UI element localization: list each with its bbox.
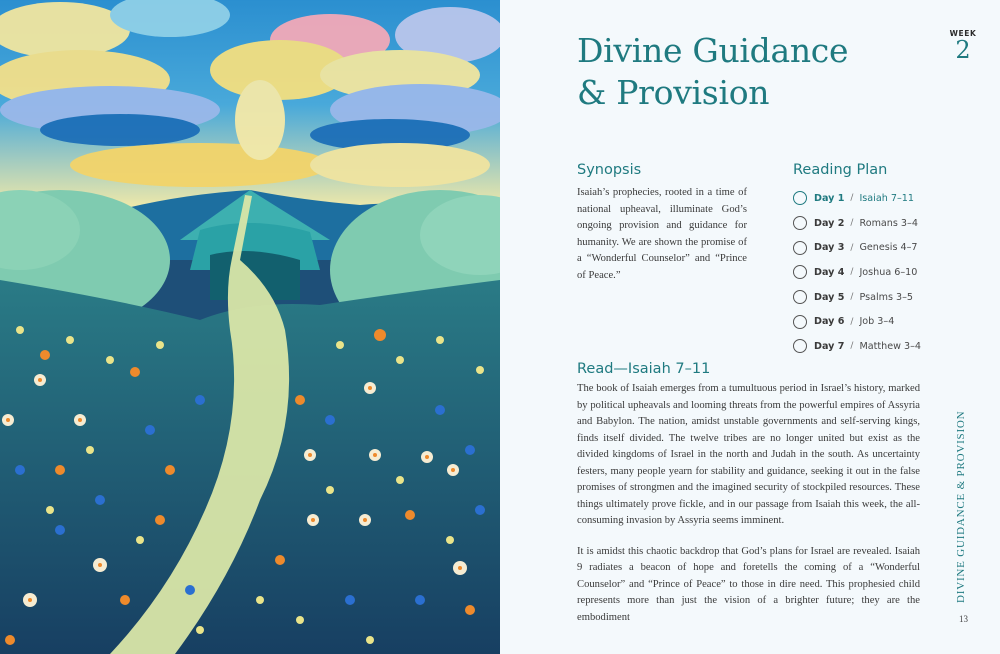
running-head: DIVINE GUIDANCE & PROVISION bbox=[955, 410, 967, 603]
separator: / bbox=[850, 193, 854, 204]
reading-plan-day-6[interactable] bbox=[793, 309, 973, 334]
checkbox-circle-icon[interactable] bbox=[793, 265, 807, 279]
read-section bbox=[577, 361, 920, 626]
reading-plan-day-2[interactable] bbox=[793, 211, 973, 236]
read-paragraph-2: It is amidst this chaotic backdrop that God’s plans for Israel are revealed. Isaiah 9 radiates a beacon of hope and foretells the coming of a “Wonderful Counselor” and “Prince of Peace” to those in dire need. This prophesied child represents more than just the vision of a brighter future; they are the embodiment bbox=[577, 545, 920, 623]
reading-plan-day-7[interactable] bbox=[793, 334, 973, 359]
checkbox-circle-icon[interactable] bbox=[793, 339, 807, 353]
reading-plan-day-3[interactable] bbox=[793, 235, 973, 260]
reading-plan-day-4[interactable] bbox=[793, 260, 973, 285]
reading-plan-heading: Reading Plan bbox=[793, 162, 888, 178]
day-label: Day 7 bbox=[814, 340, 845, 352]
scripture-reference: Isaiah 7–11 bbox=[859, 192, 914, 204]
scripture-reference: Joshua 6–10 bbox=[859, 266, 918, 278]
checkbox-circle-icon[interactable] bbox=[793, 216, 807, 230]
separator: / bbox=[850, 341, 854, 352]
separator: / bbox=[850, 316, 854, 327]
day-label: Day 5 bbox=[814, 291, 845, 303]
synopsis-text: Isaiah’s prophecies, rooted in a time of national upheaval, illuminate God’s ongoing provision and guidance for humanity. We are shown the promise of a “Wonderful Counselor” and “Prince of Peace.” bbox=[577, 187, 747, 281]
title-line-2: & Provision bbox=[577, 73, 770, 112]
reading-plan-day-1[interactable] bbox=[793, 186, 973, 211]
day-label: Day 6 bbox=[814, 316, 845, 328]
scripture-reference: Job 3–4 bbox=[859, 316, 895, 328]
scripture-reference: Psalms 3–5 bbox=[859, 291, 914, 303]
checkbox-circle-icon[interactable] bbox=[793, 290, 807, 304]
scripture-reference: Genesis 4–7 bbox=[859, 242, 918, 254]
day-label: Day 1 bbox=[814, 192, 845, 204]
text-page bbox=[500, 0, 1000, 654]
read-heading: Read—Isaiah 7–11 bbox=[577, 361, 711, 377]
day-label: Day 2 bbox=[814, 217, 845, 229]
reading-plan-section bbox=[793, 162, 973, 359]
checkbox-circle-icon[interactable] bbox=[793, 241, 807, 255]
separator: / bbox=[850, 292, 854, 303]
day-label: Day 4 bbox=[814, 266, 845, 278]
week-number: 2 bbox=[955, 36, 971, 64]
scripture-reference: Romans 3–4 bbox=[859, 217, 918, 229]
day-label: Day 3 bbox=[814, 242, 845, 254]
title-line-1: Divine Guidance bbox=[577, 31, 849, 70]
separator: / bbox=[850, 242, 854, 253]
scripture-reference: Matthew 3–4 bbox=[859, 340, 922, 352]
synopsis-section bbox=[577, 162, 747, 284]
synopsis-heading: Synopsis bbox=[577, 162, 642, 178]
separator: / bbox=[850, 267, 854, 278]
checkbox-circle-icon[interactable] bbox=[793, 315, 807, 329]
checkbox-circle-icon[interactable] bbox=[793, 191, 807, 205]
week-marker bbox=[948, 29, 978, 62]
page-number: 13 bbox=[959, 614, 968, 624]
read-paragraph-1: The book of Isaiah emerges from a tumultuous period in Israel’s history, marked by political upheavals and looming threats from the powerful empires of Assyria and Babylon. The nation, amidst unstable governments and self-serving kings, finds itself divided. The twelve tribes are no longer united but exist as the divided kingdoms of Israel in the north and Judah in the south. As uncertainty festers, many people yearn for stability and guidance, seeking it out in the false promises of strongmen and the imagined security of stockpiled resources. These things ultimately prove fickle, and in our passage from Isaiah this week, the all-consuming invasion by Assyria seems imminent. bbox=[577, 383, 920, 526]
page-title bbox=[577, 30, 848, 114]
week-label: WEEK bbox=[949, 29, 977, 38]
separator: / bbox=[850, 218, 854, 229]
reading-plan-day-5[interactable] bbox=[793, 285, 973, 310]
